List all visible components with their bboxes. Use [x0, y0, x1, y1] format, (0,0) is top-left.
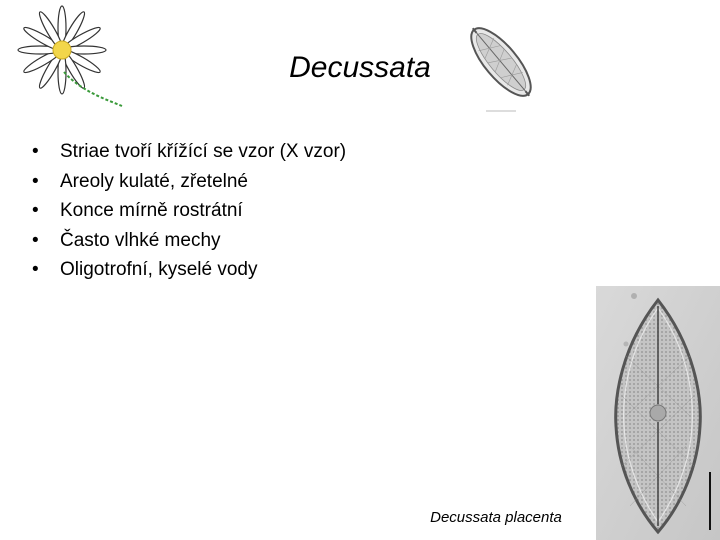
bullet-text: Konce mírně rostrátní [60, 200, 243, 221]
list-item [30, 137, 450, 167]
photo-caption: Decussata placenta [430, 509, 562, 526]
bullet-text: Striae tvoří křížící se vzor (X vzor) [60, 141, 347, 162]
bullet-list [30, 137, 450, 285]
list-item [30, 167, 450, 197]
daisy-flower-icon [10, 2, 128, 114]
list-item [30, 196, 450, 226]
diatom-valve-outline-icon [456, 14, 546, 114]
diatom-photo [596, 286, 720, 540]
bullet-glyph: • [32, 229, 39, 251]
diatom-micrograph-icon [596, 286, 720, 540]
slide-title: Decussata [289, 51, 431, 84]
bullet-glyph: • [32, 200, 39, 221]
bullet-glyph: • [32, 259, 39, 280]
bullet-glyph: • [32, 170, 39, 192]
bullet-text: Často vlhké mechy [60, 229, 221, 251]
list-item [30, 255, 450, 285]
list-item [30, 226, 450, 256]
bullet-text: Oligotrofní, kyselé vody [60, 259, 258, 280]
bullet-glyph: • [32, 141, 39, 162]
bullet-text: Areoly kulaté, zřetelné [60, 170, 248, 192]
